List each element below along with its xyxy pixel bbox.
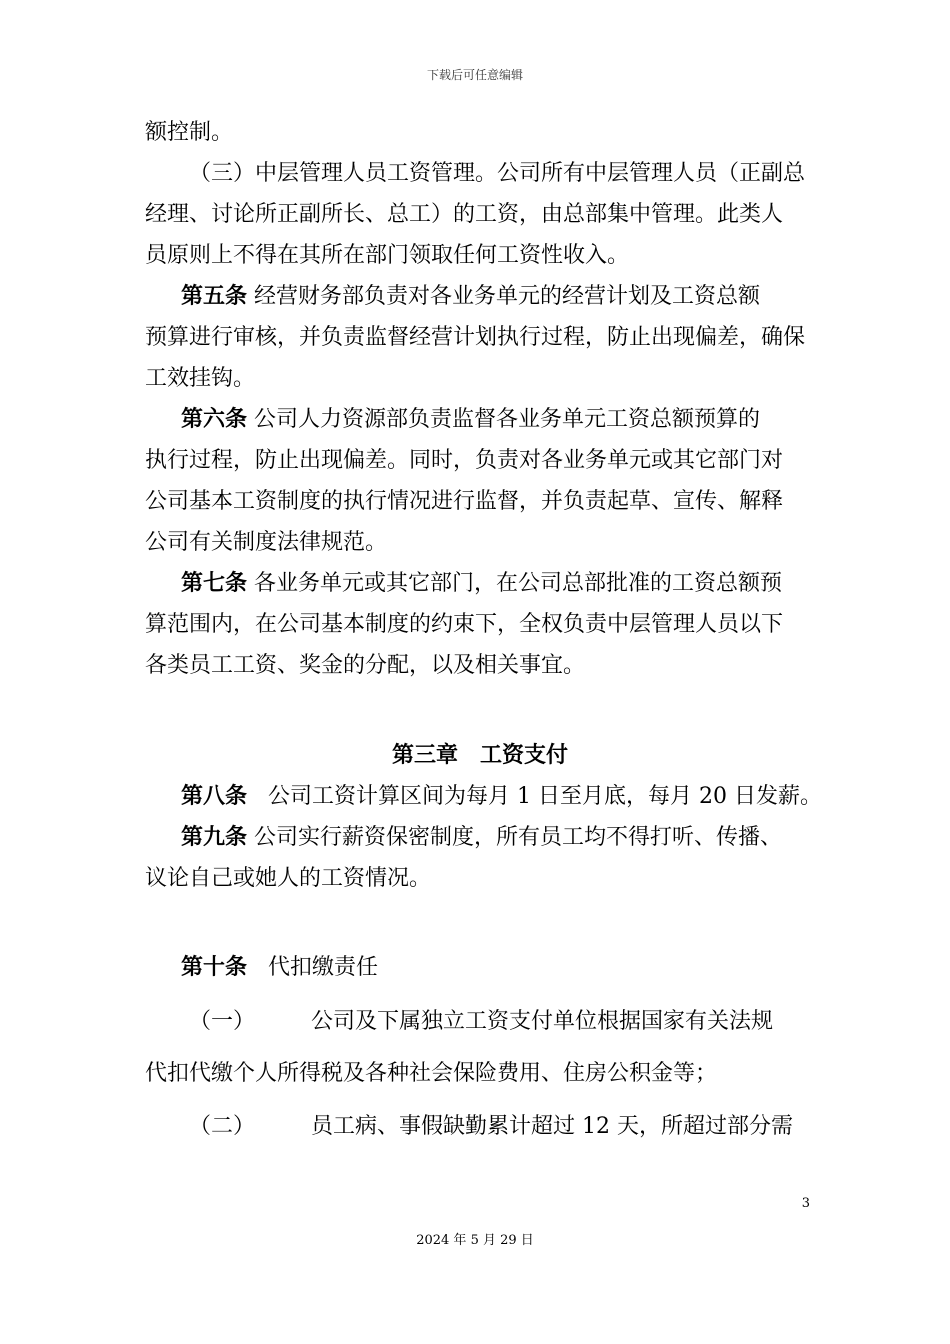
article-title: 第七条	[181, 571, 248, 596]
text-line: 议论自己或她人的工资情况。	[145, 866, 432, 891]
text-line: 执行过程，防止出现偏差。同时，负责对各业务单元或其它部门对	[145, 448, 784, 473]
page-number: 3	[801, 1196, 810, 1211]
article-title: 第九条	[181, 825, 248, 850]
text-span: 员工病、事假缺勤累计超过 12 天，所超过部分需	[311, 1114, 793, 1139]
item-1-cont	[145, 1053, 815, 1094]
text-line: 各类员工工资、奖金的分配，以及相关事宜。	[145, 653, 586, 678]
text-span: 公司工资计算区间为每月 1 日至月底，每月 20 日发薪。	[268, 784, 822, 809]
text-line: 工效挂钩。	[145, 366, 256, 391]
page-footer-date: 2024 年 5 月 29 日	[416, 1233, 534, 1248]
article-9	[145, 817, 815, 858]
article-title: 第十条	[181, 955, 248, 980]
article-6	[145, 399, 815, 440]
text-span: 经营财务部负责对各业务单元的经营计划及工资总额	[254, 284, 761, 309]
article-5	[145, 276, 815, 317]
text-line: 经理、讨论所正副所长、总工）的工资，由总部集中管理。此类人	[145, 202, 784, 227]
item-2-line	[145, 1106, 815, 1147]
article-10	[145, 947, 815, 988]
text-line: 员原则上不得在其所在部门领取任何工资性收入。	[145, 243, 630, 268]
article-title: 第五条	[181, 284, 248, 309]
article-title: 第六条	[181, 407, 248, 432]
item-1-line	[145, 1001, 815, 1042]
chapter-title: 第三章 工资支付	[391, 743, 568, 768]
item-2	[145, 1106, 815, 1147]
text-line: 额控制。	[145, 120, 234, 145]
text-line: 算范围内，在公司基本制度的约束下，全权负责中层管理人员以下	[145, 612, 784, 637]
page-header: 下载后可任意编辑	[426, 68, 523, 82]
article-title: 第八条	[181, 784, 248, 809]
text-span: 各业务单元或其它部门，在公司总部批准的工资总额预	[254, 571, 783, 596]
item-1	[145, 1001, 815, 1042]
text-line: 公司有关制度法律规范。	[145, 530, 388, 555]
article-7	[145, 563, 815, 604]
text-line: 预算进行审核，并负责监督经营计划执行过程，防止出现偏差，确保	[145, 325, 806, 350]
text-span: 公司及下属独立工资支付单位根据国家有关法规	[311, 1009, 774, 1034]
text-span: 公司实行薪资保密制度，所有员工均不得打听、传播、	[254, 825, 783, 850]
body-block-2	[145, 776, 822, 899]
text-line: 代扣代缴个人所得税及各种社会保险费用、住房公积金等；	[145, 1061, 718, 1086]
text-span: 公司人力资源部负责监督各业务单元工资总额预算的	[254, 407, 761, 432]
item-label: （一）	[189, 1009, 256, 1034]
text-span: 代扣缴责任	[268, 955, 379, 980]
body-block-1	[145, 112, 815, 686]
text-line: 公司基本工资制度的执行情况进行监督，并负责起草、宣传、解释	[145, 489, 784, 514]
article-10-line	[145, 947, 815, 988]
article-8	[145, 776, 822, 817]
text-line: （三）中层管理人员工资管理。公司所有中层管理人员（正副总	[189, 161, 806, 186]
item-label: （二）	[189, 1114, 256, 1139]
